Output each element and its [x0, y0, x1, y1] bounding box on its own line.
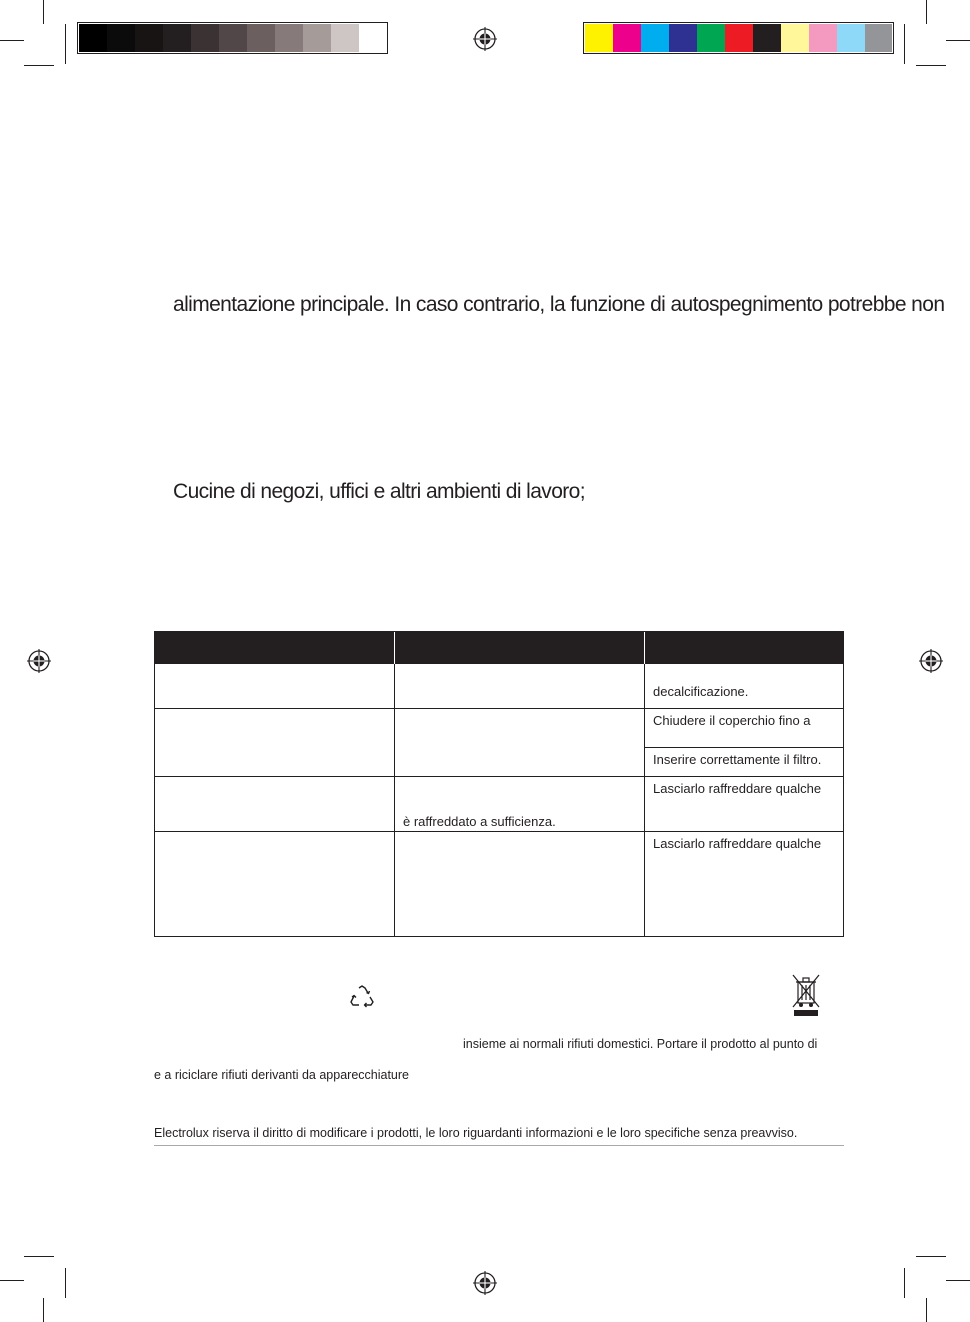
table-header-solution: [645, 632, 844, 664]
env-line-disposal: insieme ai normali rifiuti domestici. Portare il prodotto al punto di: [463, 1037, 818, 1051]
body-line-power: alimentazione principale. In caso contrario, la funzione di autospegnimento potrebbe non: [173, 293, 945, 316]
registration-mark-icon: [919, 649, 943, 673]
registration-mark-icon: [27, 649, 51, 673]
table-header-problem: [155, 632, 394, 664]
row2-solution-b: Inserire correttamente il filtro.: [653, 752, 822, 767]
env-line-recycle: e a riciclare rifiuti derivanti da apparecchiature: [154, 1068, 409, 1082]
body-line-kitchens: Cucine di negozi, uffici e altri ambienti di lavoro;: [173, 480, 585, 503]
row4-solution: Lasciarlo raffreddare qualche: [653, 836, 822, 851]
row3-cause: è raffreddato a sufficienza.: [403, 814, 556, 829]
registration-mark-icon: [473, 1271, 497, 1295]
row3-solution: Lasciarlo raffreddare qualche: [653, 781, 822, 796]
footer-rule: [154, 1145, 844, 1146]
recycle-icon: [348, 983, 376, 1011]
troubleshooting-table: [154, 631, 844, 937]
registration-mark-icon: [473, 27, 497, 51]
row1-solution: decalcificazione.: [653, 684, 749, 699]
table-header-cause: [395, 632, 644, 664]
crossed-bin-icon: [791, 973, 821, 1017]
footer-disclaimer: Electrolux riserva il diritto di modificare i prodotti, le loro riguardanti informazioni e le loro specifiche senza preavviso.: [154, 1126, 798, 1140]
row2-solution-a: Chiudere il coperchio fino a: [653, 713, 811, 728]
